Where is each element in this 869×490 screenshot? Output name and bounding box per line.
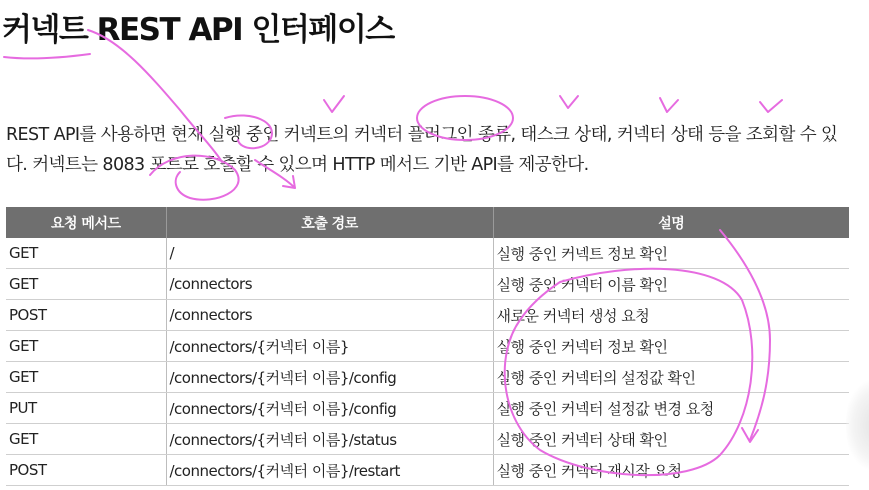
cell-method: GET [6,424,166,455]
cell-description: 실행 중인 커넥터 정보 확인 [493,331,849,362]
cell-method: PUT [6,393,166,424]
rest-api-table [6,207,849,486]
header-path: 호출 경로 [166,207,493,238]
cell-path: /connectors/{커넥터 이름} [166,331,493,362]
cell-path: / [166,238,493,269]
checkmark-icon [760,100,782,112]
cell-description: 실행 중인 커넥터의 설정값 확인 [493,362,849,393]
header-method: 요청 메서드 [6,207,166,238]
cell-description: 실행 중인 커넥터 상태 확인 [493,424,849,455]
table-row [6,455,849,486]
cell-description: 실행 중인 커넥터 이름 확인 [493,269,849,300]
cell-method: GET [6,269,166,300]
checkmark-icon [660,98,678,112]
page-title: 커넥트 REST API 인터페이스 [2,12,394,48]
table-row [6,300,849,331]
cell-description: 실행 중인 커넥터 재시작 요청 [493,455,849,486]
table-row [6,269,849,300]
cell-method: GET [6,362,166,393]
table-header-row [6,207,849,238]
cell-description: 실행 중인 커넥트 정보 확인 [493,238,849,269]
intro-paragraph: REST API를 사용하면 현재 실행 중인 커넥트의 커넥터 플러그인 종류, 태스크 상태, 커넥터 상태 등을 조회할 수 있다. 커넥트는 8083 포트로 호출할 수 있으며 HTTP 메서드 기반 API를 제공한다. [6,125,838,175]
table-row [6,238,849,269]
cell-path: /connectors [166,269,493,300]
table-row [6,393,849,424]
table-row [6,424,849,455]
cell-method: POST [6,300,166,331]
table-row [6,362,849,393]
cell-method: POST [6,455,166,486]
header-description: 설명 [493,207,849,238]
cell-method: GET [6,238,166,269]
cell-path: /connectors/{커넥터 이름}/config [166,362,493,393]
checkmark-icon [560,96,578,108]
page-edge-shadow [846,380,869,470]
cell-method: GET [6,331,166,362]
cell-path: /connectors/{커넥터 이름}/status [166,424,493,455]
cell-path: /connectors/{커넥터 이름}/config [166,393,493,424]
cell-path: /connectors [166,300,493,331]
cell-description: 실행 중인 커넥터 설정값 변경 요청 [493,393,849,424]
checkmark-icon [324,96,344,112]
table-row [6,331,849,362]
ink-underline-stroke [4,54,90,58]
cell-description: 새로운 커넥터 생성 요청 [493,300,849,331]
cell-path: /connectors/{커넥터 이름}/restart [166,455,493,486]
